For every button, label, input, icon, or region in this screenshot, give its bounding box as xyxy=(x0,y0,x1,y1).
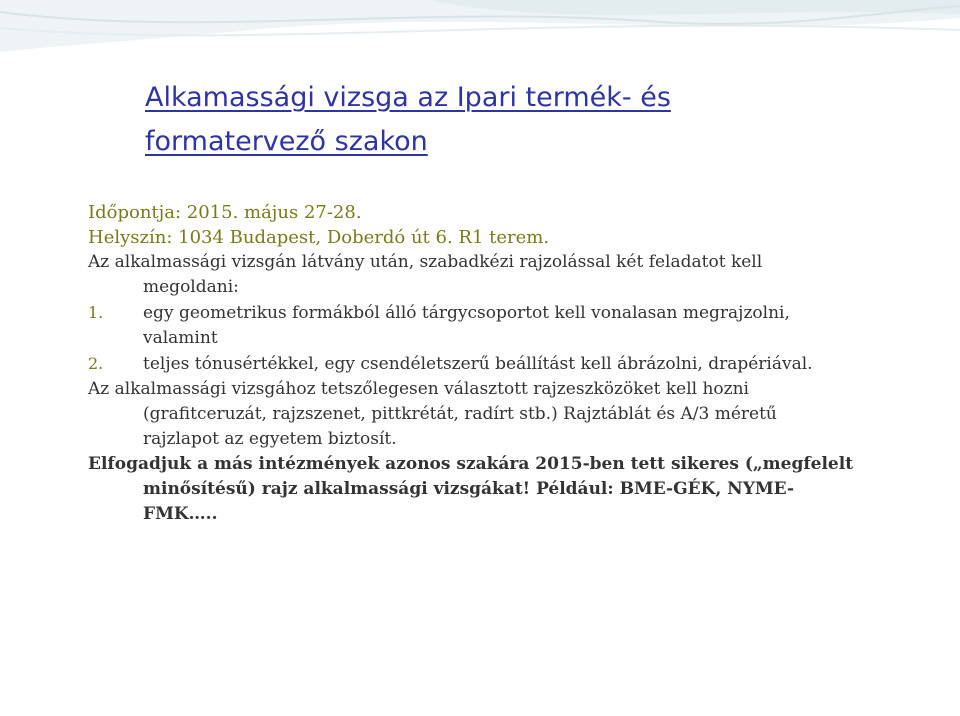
task-text: teljes tónusértékkel, egy csendéletszerű beállítást kell ábrázolni, drapériával. xyxy=(143,354,813,374)
task-number: 1. xyxy=(88,303,104,322)
intro-line-2: megoldani: xyxy=(143,277,239,297)
exam-date: Időpontja: 2015. május 27-28. xyxy=(88,202,362,223)
task-item-1 xyxy=(88,300,928,326)
task-item-2 xyxy=(88,351,928,377)
slide-body xyxy=(88,200,928,527)
tools-line-1: Az alkalmassági vizsgához tetszőlegesen választott rajzeszközöket kell hozni xyxy=(88,379,749,399)
tools-line-3: rajzlapot az egyetem biztosít. xyxy=(143,429,397,449)
slide-title xyxy=(145,76,865,164)
acceptance-line-2: minősítésű) rajz alkalmassági vizsgákat! Például: BME-GÉK, NYME- xyxy=(143,479,795,499)
task-item-1-continuation: valamint xyxy=(143,328,218,348)
task-text: egy geometrikus formákból álló tárgycsoportot kell vonalasan megrajzolni, xyxy=(143,303,790,323)
task-number: 2. xyxy=(88,354,104,373)
title-line-2: formatervező szakon xyxy=(145,126,428,157)
tools-line-2: (grafitceruzát, rajzszenet, pittkrétát, radírt stb.) Rajztáblát és A/3 méretű xyxy=(143,404,777,424)
acceptance-line-3: FMK….. xyxy=(143,504,218,524)
exam-location: Helyszín: 1034 Budapest, Doberdó út 6. R1 terem. xyxy=(88,227,550,248)
acceptance-line-1: Elfogadjuk a más intézmények azonos szakára 2015-ben tett sikeres („megfelelt xyxy=(88,454,854,474)
title-line-1: Alkamassági vizsga az Ipari termék- és xyxy=(145,82,671,113)
decorative-swoosh xyxy=(0,0,960,70)
intro-line-1: Az alkalmassági vizsgán látvány után, szabadkézi rajzolással két feladatot kell xyxy=(88,252,763,272)
